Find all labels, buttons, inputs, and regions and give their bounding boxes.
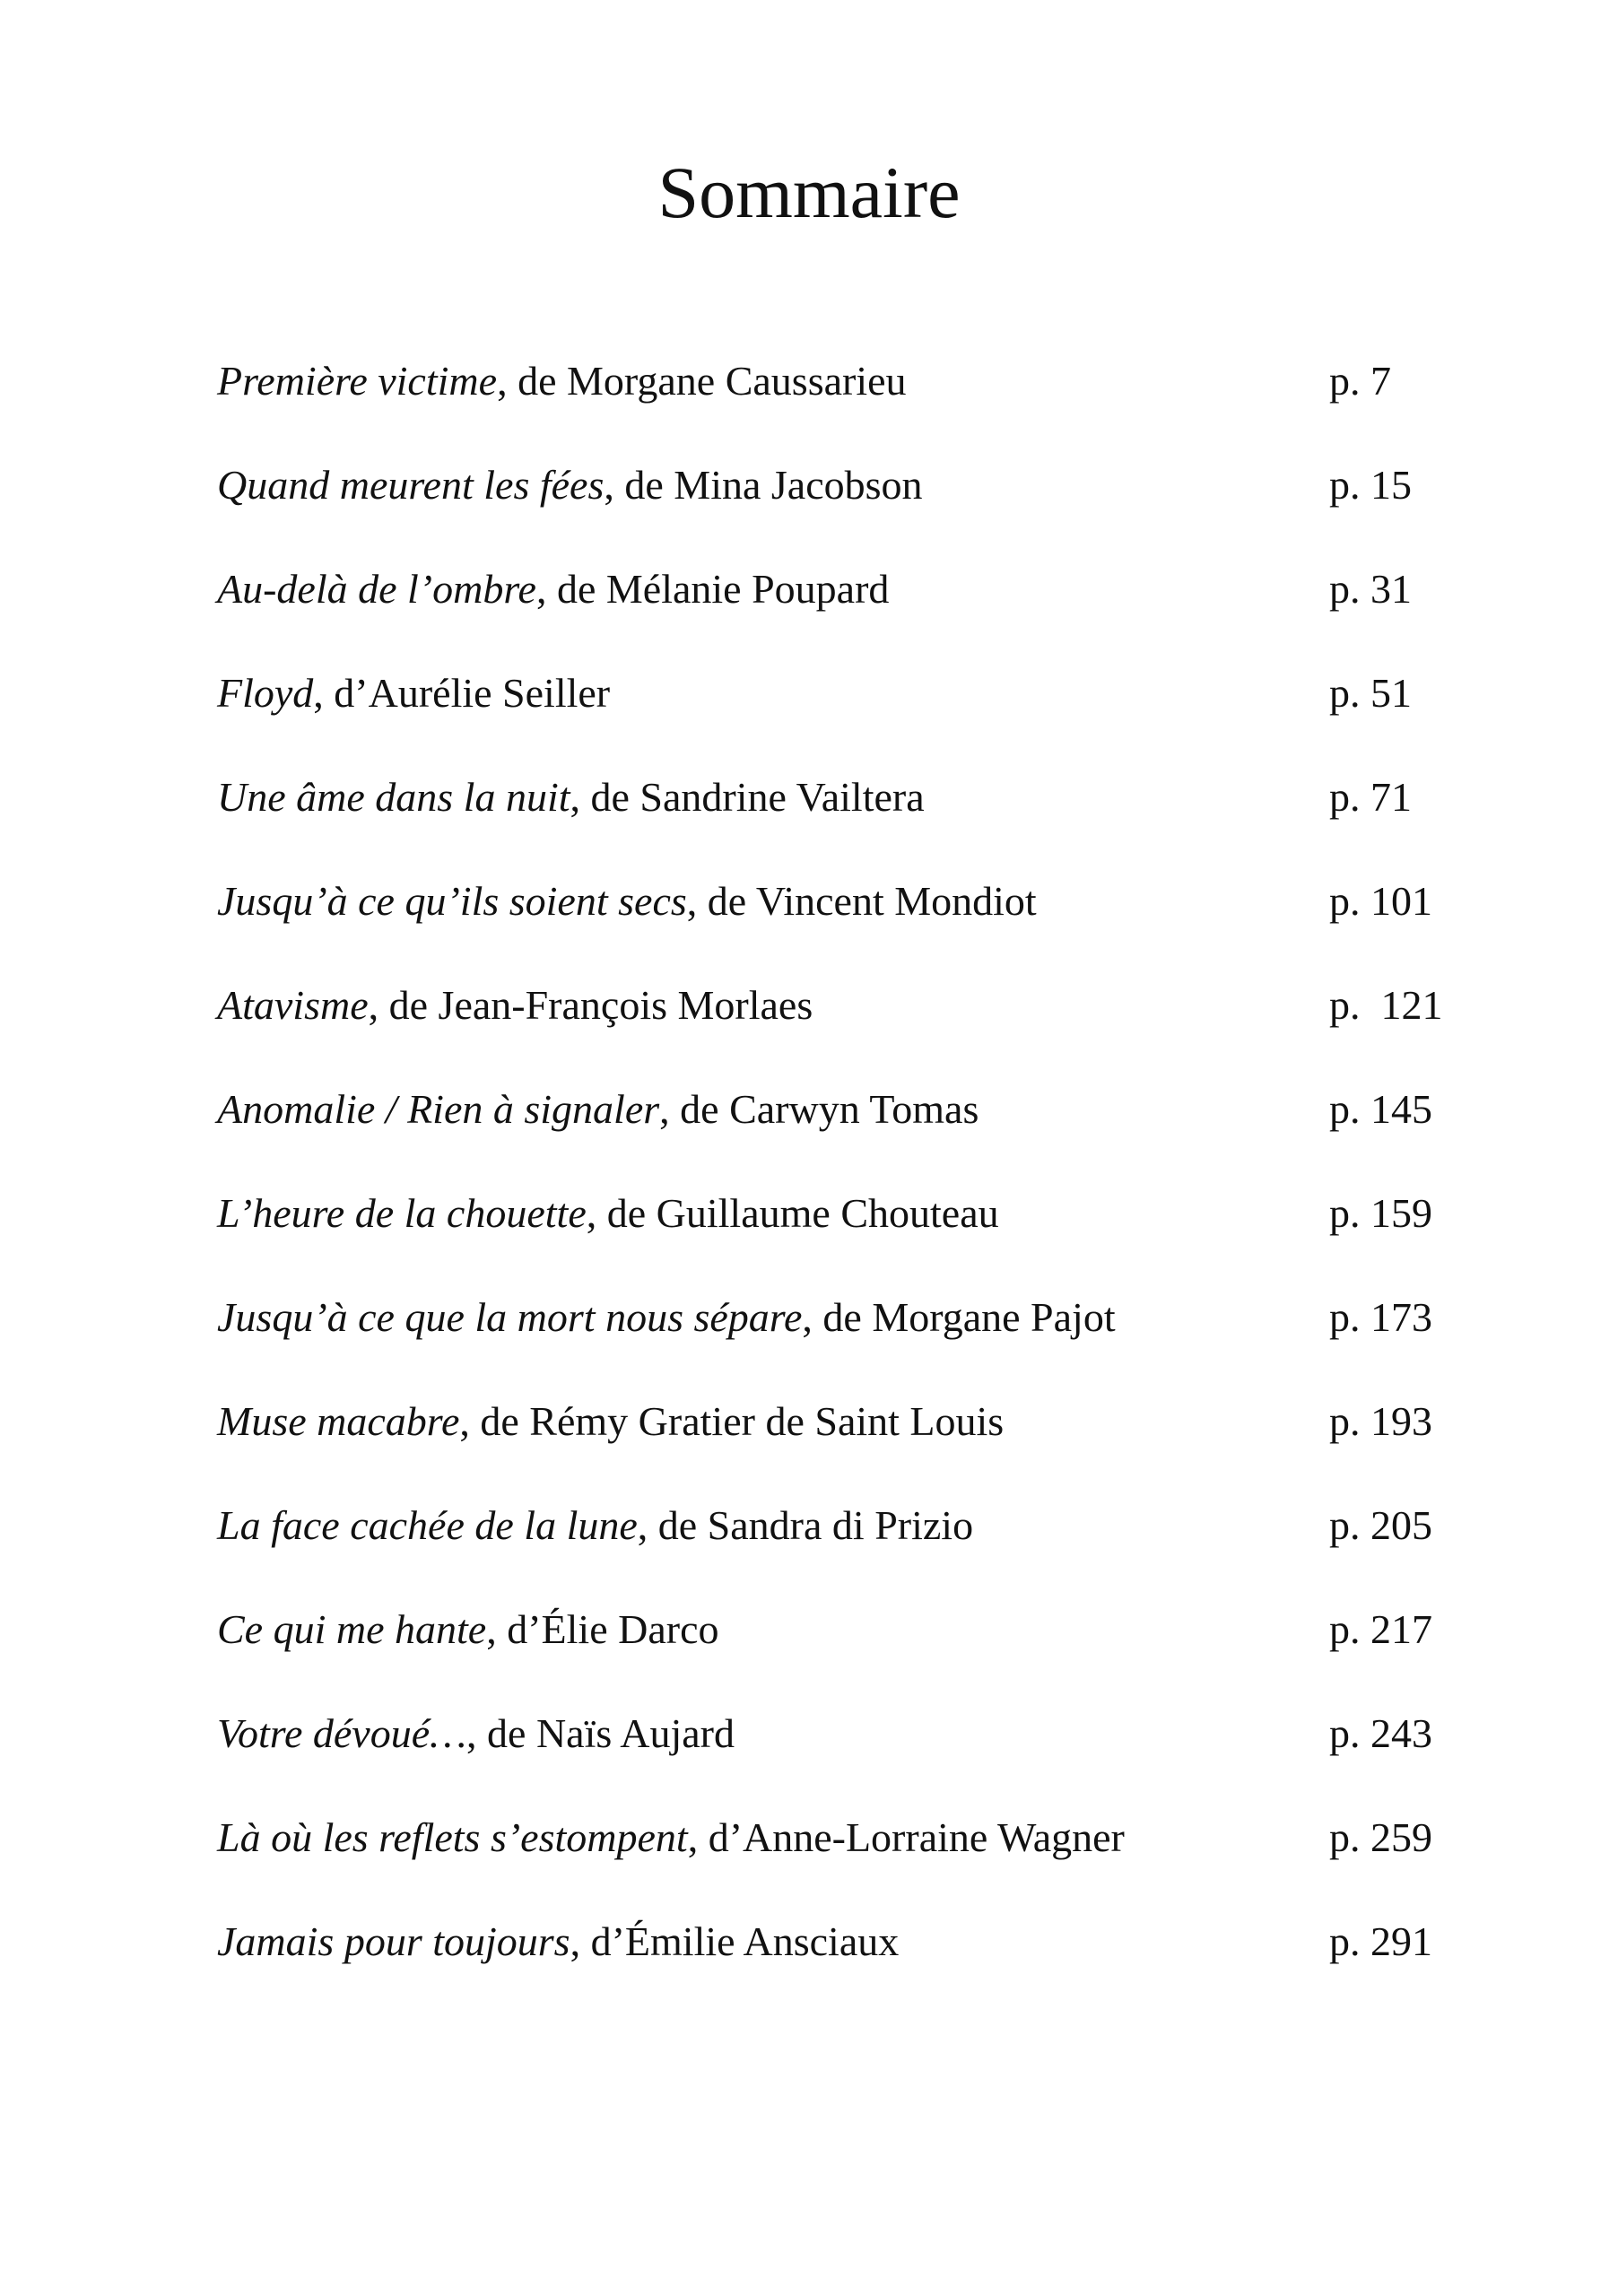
author-credit: , de Sandra di Prizio: [637, 1502, 974, 1548]
toc-entry: [0, 974, 1618, 1078]
page-number: p. 205: [1329, 1502, 1432, 1548]
page-number: p. 145: [1329, 1086, 1432, 1132]
toc-entry-text: [217, 1598, 719, 1661]
author-credit: , de Mina Jacobson: [604, 462, 923, 508]
work-title: Première victime: [217, 358, 498, 404]
author-credit: , d’Élie Darco: [486, 1606, 719, 1652]
page-number: p. 71: [1329, 774, 1412, 820]
toc-entry: [0, 1286, 1618, 1390]
page-number: p. 51: [1329, 670, 1412, 716]
toc-entry: [0, 1390, 1618, 1494]
page-number: p. 101: [1329, 878, 1432, 924]
page-number: p. 193: [1329, 1398, 1432, 1444]
toc-entry: [0, 1078, 1618, 1182]
author-credit: , de Mélanie Poupard: [535, 566, 890, 612]
toc-entry-text: [217, 1494, 973, 1557]
page-number: p. 7: [1329, 358, 1391, 404]
author-credit: , de Rémy Gratier de Saint Louis: [459, 1398, 1005, 1444]
toc-entry: [0, 1494, 1618, 1598]
toc-entry: [0, 558, 1618, 662]
page-number: p. 259: [1329, 1814, 1432, 1860]
page-number: p. 31: [1329, 566, 1412, 612]
author-credit: , d’Aurélie Seiller: [313, 670, 611, 716]
work-title: L’heure de la chouette: [217, 1190, 587, 1236]
page-number: p. 15: [1329, 462, 1412, 508]
page-number: p. 217: [1329, 1606, 1432, 1652]
toc-entry: [0, 454, 1618, 558]
author-credit: , de Vincent Mondiot: [686, 878, 1037, 924]
page-title: Sommaire: [657, 152, 961, 233]
author-credit: , d’Anne-Lorraine Wagner: [687, 1814, 1125, 1860]
toc-entry-text: [217, 1286, 1116, 1349]
toc-entry-text: [217, 1702, 735, 1765]
toc-entry: [0, 1910, 1618, 2014]
toc-entry-text: [217, 1806, 1125, 1869]
toc-entry-text: [217, 974, 813, 1037]
work-title: Une âme dans la nuit: [217, 774, 570, 820]
page-number: p. 173: [1329, 1294, 1432, 1340]
work-title: La face cachée de la lune: [217, 1502, 638, 1548]
author-credit: , de Morgane Caussarieu: [497, 358, 907, 404]
work-title: Votre dévoué…: [217, 1710, 467, 1756]
toc-entry-text: [217, 766, 925, 829]
toc-entry: [0, 1702, 1618, 1806]
author-credit: , de Morgane Pajot: [802, 1294, 1116, 1340]
toc-entry-text: [217, 1910, 899, 1973]
work-title: Ce qui me hante: [217, 1606, 487, 1652]
toc-entry: [0, 350, 1618, 454]
work-title: Jamais pour toujours: [217, 1918, 570, 1964]
work-title: Au-delà de l’ombre: [217, 566, 536, 612]
work-title: Jusqu’à ce qu’ils soient secs: [217, 878, 687, 924]
toc-entry: [0, 766, 1618, 870]
toc-entry: [0, 662, 1618, 766]
toc-entry-text: [217, 350, 907, 413]
page-number: p. 159: [1329, 1190, 1432, 1236]
toc-entry-text: [217, 662, 610, 725]
page-number: p. 243: [1329, 1710, 1432, 1756]
toc-entry-text: [217, 558, 889, 621]
toc-entry-text: [217, 870, 1037, 933]
work-title: Anomalie / Rien à signaler: [217, 1086, 660, 1132]
author-credit: , de Guillaume Chouteau: [586, 1190, 999, 1236]
toc-entry-text: [217, 1390, 1004, 1453]
author-credit: , de Naïs Aujard: [466, 1710, 735, 1756]
toc-entry: [0, 1806, 1618, 1910]
toc-entry-text: [217, 1078, 979, 1141]
work-title: Jusqu’à ce que la mort nous sépare: [217, 1294, 803, 1340]
page-number: p. 121: [1329, 982, 1443, 1028]
author-credit: , de Carwyn Tomas: [659, 1086, 979, 1132]
work-title: Quand meurent les fées: [217, 462, 605, 508]
table-of-contents: [0, 350, 1618, 2014]
work-title: Muse macabre: [217, 1398, 460, 1444]
author-credit: , de Jean-François Morlaes: [368, 982, 813, 1028]
work-title: Là où les reflets s’estompent: [217, 1814, 688, 1860]
author-credit: , d’Émilie Ansciaux: [570, 1918, 900, 1964]
toc-entry: [0, 870, 1618, 974]
page-number: p. 291: [1329, 1918, 1432, 1964]
work-title: Floyd: [217, 670, 314, 716]
toc-entry-text: [217, 1182, 999, 1245]
work-title: Atavisme: [217, 982, 369, 1028]
author-credit: , de Sandrine Vailtera: [570, 774, 925, 820]
toc-entry: [0, 1182, 1618, 1286]
toc-entry-text: [217, 454, 923, 517]
toc-entry: [0, 1598, 1618, 1702]
